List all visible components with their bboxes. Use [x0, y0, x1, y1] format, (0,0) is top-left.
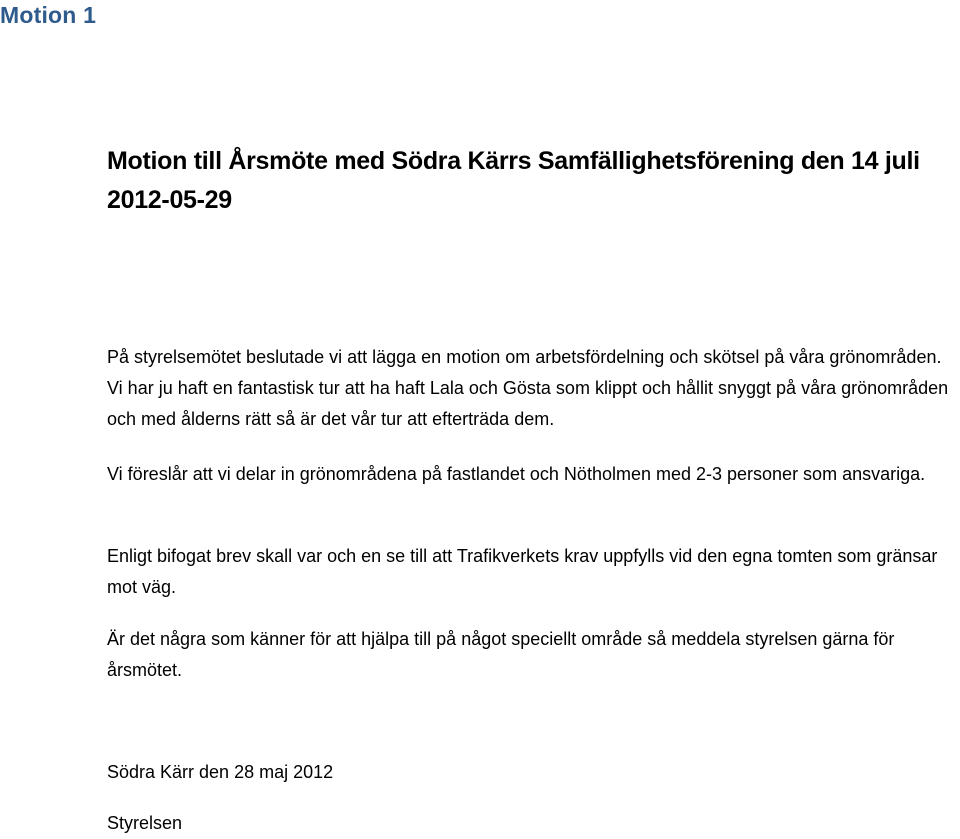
paragraph-volunteer-call: Är det några som känner för att hjälpa till på något speciellt område så meddela styrelsen gärna för årsmötet. — [107, 629, 895, 680]
paragraph-road-requirements: Enligt bifogat brev skall var och en se till att Trafikverkets krav uppfylls vid den egna tomten som gränsar mot väg. — [107, 546, 938, 597]
place-date-line: Södra Kärr den 28 maj 2012 — [107, 762, 334, 782]
paragraph-proposal: Vi föreslår att vi delar in grönområdena på fastlandet och Nötholmen med 2-3 personer som ansvariga. — [107, 464, 926, 484]
signature-line: Styrelsen — [107, 813, 183, 833]
document-title: Motion till Årsmöte med Södra Kärrs Samfällighetsförening den 14 juli 2012-05-29 — [107, 147, 920, 214]
section-heading: Motion 1 — [0, 2, 97, 28]
paragraph-intro: På styrelsemötet beslutade vi att lägga en motion om arbetsfördelning och skötsel på våra grönområden. Vi har ju haft en fantastisk tur att ha haft Lala och Gösta som klippt och hållit snyggt på våra grönområden och med ålderns rätt så är det vår tur att efterträda dem. — [107, 347, 949, 429]
